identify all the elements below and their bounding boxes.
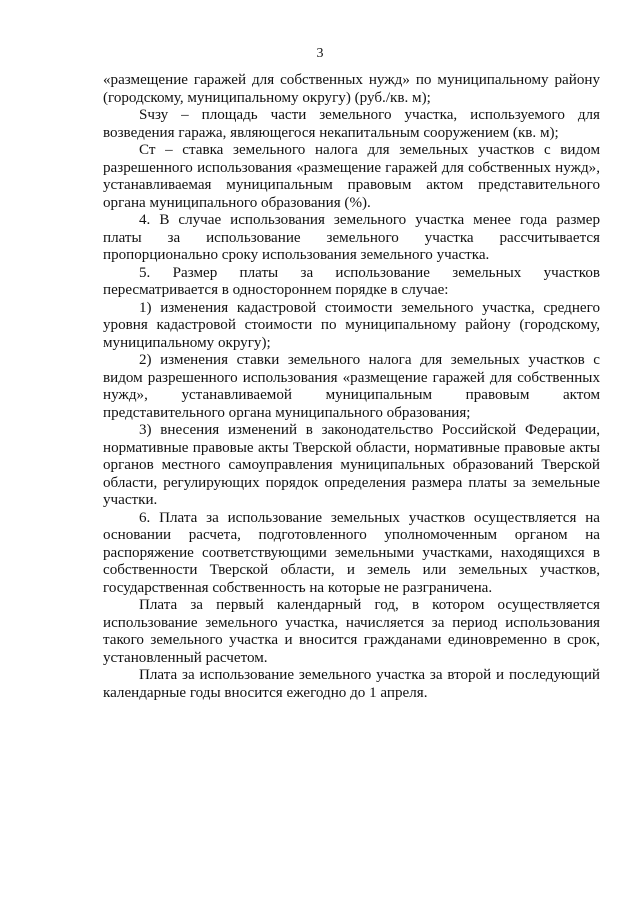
- paragraph-clause-5-item-1: 1) изменения кадастровой стоимости земельного участка, среднего уровня кадастровой стоимости по муниципальному району (городскому, муниципальному округу);: [103, 299, 600, 351]
- document-body: [103, 72, 600, 702]
- page-number: 3: [316, 46, 324, 61]
- paragraph-clause-5-item-3: 3) внесения изменений в законодательство Российской Федерации, нормативные правовые акты Тверской области, нормативные правовые акты органов местного самоуправления муниципальных образований Тверской области, регулирующих порядок определения размера платы за земельные участки.: [103, 422, 600, 508]
- paragraph-first-year-payment: Плата за первый календарный год, в котором осуществляется использование земельного участка, начисляется за период использования такого земельного участка и вносится гражданами единовременно в срок, установленный расчетом.: [103, 597, 600, 666]
- paragraph-clause-4: 4. В случае использования земельного участка менее года размер платы за использование земельного участка рассчитывается пропорционально сроку использования земельного участка.: [103, 212, 600, 263]
- paragraph-clause-5: 5. Размер платы за использование земельных участков пересматривается в одностороннем порядке в случае:: [103, 264, 600, 298]
- paragraph-clause-6: 6. Плата за использование земельных участков осуществляется на основании расчета, подготовленного уполномоченным органом на распоряжение соответствующими земельными участками, находящихся в собственности Тверской области, и земель или земельных участков, государственная собственность на которые не разграничена.: [103, 509, 600, 596]
- paragraph-clause-5-item-2: 2) изменения ставки земельного налога для земельных участков с видом разрешенного использования «размещение гаражей для собственных нужд», устанавливаемой муниципальным правовым актом представительного органа муниципального образования;: [103, 352, 600, 421]
- paragraph-definition-tax-rate: Ст – ставка земельного налога для земельных участков с видом разрешенного использования «размещение гаражей для собственных нужд», устанавливаемая муниципальным правовым актом представительного органа муниципального образования (%).: [103, 142, 600, 211]
- paragraph-continuation: «размещение гаражей для собственных нужд» по муниципальному району (городскому, муниципальному округу) (руб./кв. м);: [103, 72, 600, 106]
- paragraph-definition-area: Sчзу – площадь части земельного участка, используемого для возведения гаража, являющегося некапитальным сооружением (кв. м);: [103, 107, 600, 141]
- paragraph-subsequent-years-payment: Плата за использование земельного участка за второй и последующий календарные годы вносится ежегодно до 1 апреля.: [103, 667, 600, 701]
